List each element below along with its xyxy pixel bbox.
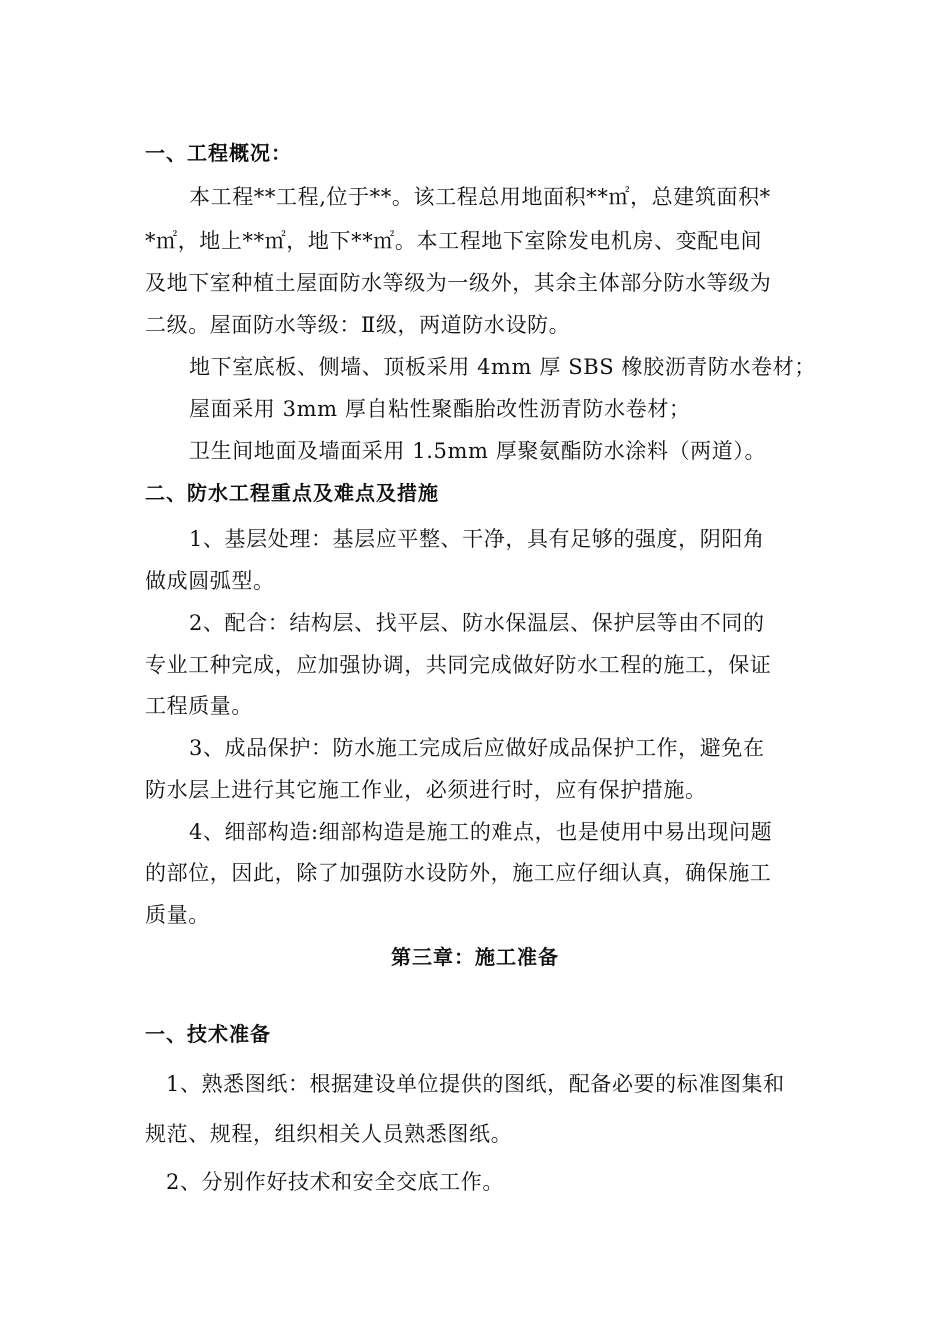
overview-paragraph-line: 本工程**工程,位于**。该工程总用地面积**㎡，总建筑面积* — [189, 185, 771, 209]
technical-prep-item-drawings: 1、熟悉图纸：根据建设单位提供的图纸，配备必要的标准图集和 — [166, 1072, 785, 1096]
section-heading-technical-prep: 一、技术准备 — [145, 1022, 271, 1046]
technical-prep-item-drawings-cont: 规范、规程，组织相关人员熟悉图纸。 — [145, 1122, 513, 1146]
roof-waterproofing-line: 屋面采用 3mm 厚自粘性聚酯胎改性沥青防水卷材； — [189, 397, 691, 421]
key-point-item-base: 1、基层处理：基层应平整、干净，具有足够的强度，阴阳角 — [189, 527, 765, 551]
key-point-item-details-cont: 质量。 — [145, 903, 210, 927]
bathroom-waterproofing-line: 卫生间地面及墙面采用 1.5mm 厚聚氨酯防水涂料（两道）。 — [189, 439, 767, 463]
chapter-title: 第三章：施工准备 — [391, 945, 559, 969]
technical-prep-item-briefing: 2、分别作好技术和安全交底工作。 — [166, 1170, 504, 1194]
key-point-item-coordination-cont: 专业工种完成，应加强协调，共同完成做好防水工程的施工，保证 — [145, 653, 772, 677]
key-point-item-coordination-cont: 工程质量。 — [145, 694, 253, 718]
section-heading-key-points: 二、防水工程重点及难点及措施 — [145, 481, 439, 505]
overview-paragraph-line: 及地下室种植土屋面防水等级为一级外，其余主体部分防水等级为 — [145, 271, 772, 295]
basement-waterproofing-line: 地下室底板、侧墙、顶板采用 4mm 厚 SBS 橡胶沥青防水卷材； — [189, 355, 816, 379]
key-point-item-base-cont: 做成圆弧型。 — [145, 569, 275, 593]
key-point-item-details: 4、细部构造:细部构造是施工的难点，也是使用中易出现问题 — [189, 820, 773, 844]
key-point-item-protection: 3、成品保护：防水施工完成后应做好成品保护工作，避免在 — [189, 736, 765, 760]
key-point-item-details-cont: 的部位，因此，除了加强防水设防外，施工应仔细认真，确保施工 — [145, 861, 772, 885]
key-point-item-coordination: 2、配合：结构层、找平层、防水保温层、保护层等由不同的 — [189, 611, 765, 635]
overview-paragraph-line: 二级。屋面防水等级：Ⅱ级，两道防水设防。 — [145, 313, 571, 337]
overview-paragraph-line: *㎡，地上**㎡，地下**㎡。本工程地下室除发电机房、变配电间 — [145, 229, 763, 253]
key-point-item-protection-cont: 防水层上进行其它施工作业，必须进行时，应有保护措施。 — [145, 778, 707, 802]
section-heading-overview: 一、工程概况： — [145, 141, 292, 165]
